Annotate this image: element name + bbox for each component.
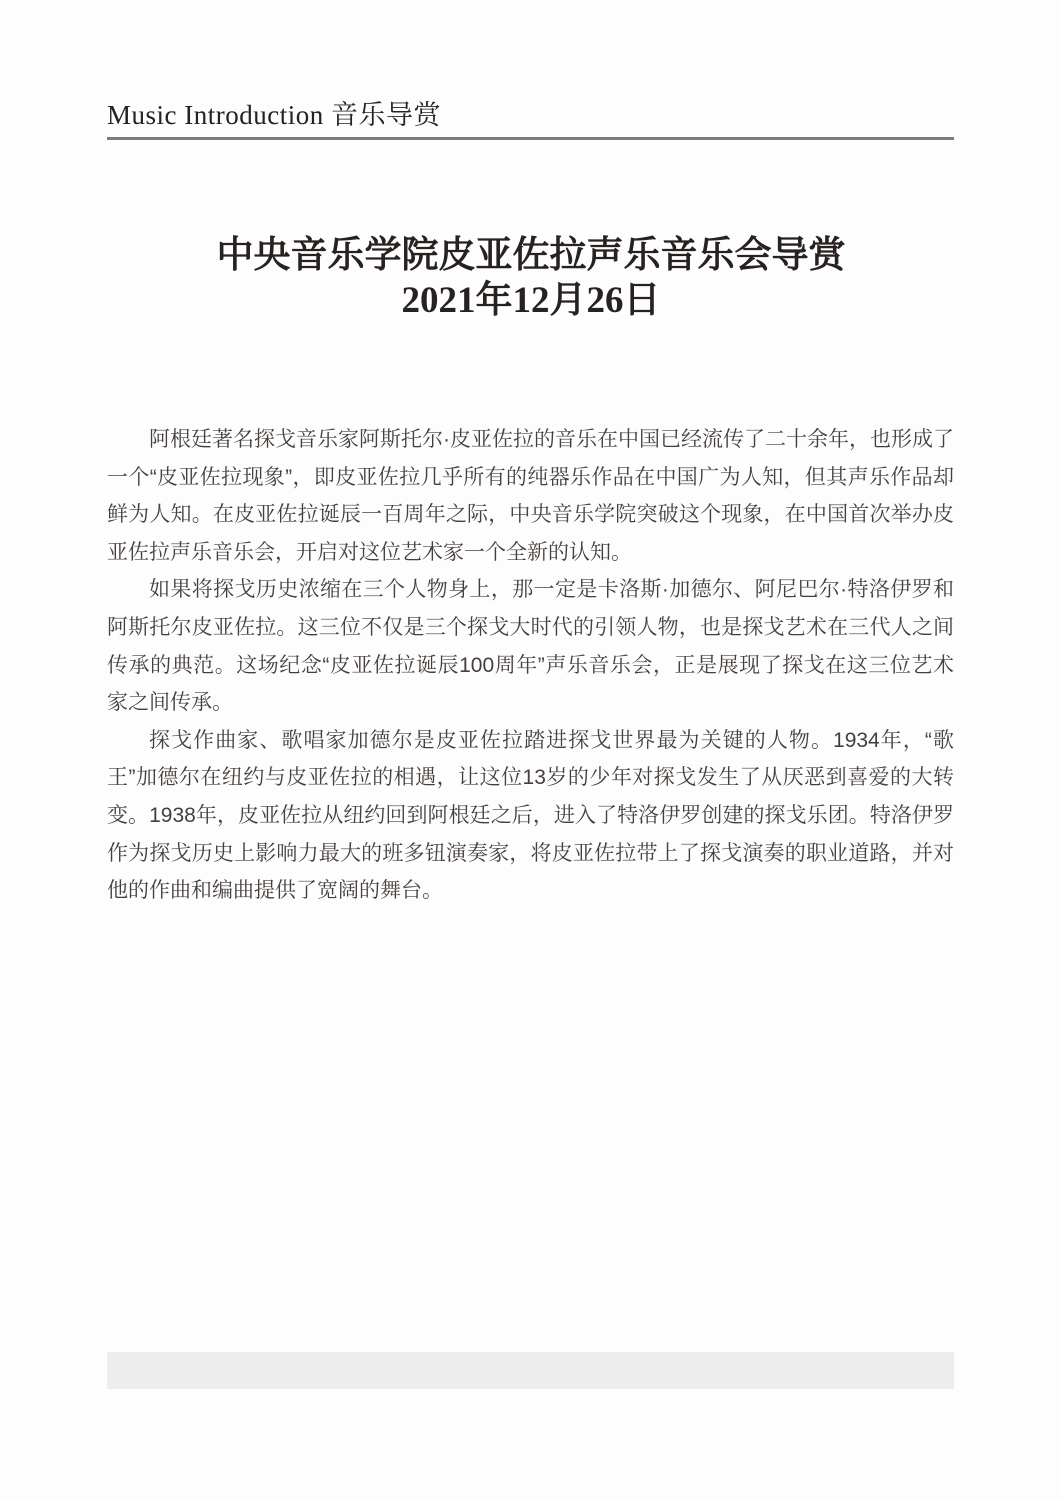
- page-header: [107, 100, 954, 140]
- paragraph-intro: 阿根廷著名探戈音乐家阿斯托尔·皮亚佐拉的音乐在中国已经流传了二十余年，也形成了一个“皮亚佐拉现象”，即皮亚佐拉几乎所有的纯器乐作品在中国广为人知，但其声乐作品却鲜为人知。在皮亚佐拉诞辰一百周年之际，中央音乐学院突破这个现象，在中国首次举办皮亚佐拉声乐音乐会，开启对这位艺术家一个全新的认知。: [107, 428, 954, 564]
- header-label: Music Introduction 音乐导赏: [107, 100, 441, 130]
- footer-gray-bar: [107, 1352, 954, 1389]
- paragraph-gardel-troilo: 探戈作曲家、歌唱家加德尔是皮亚佐拉踏进探戈世界最为关键的人物。1934年，“歌王”加德尔在纽约与皮亚佐拉的相遇，让这位13岁的少年对探戈发生了从厌恶到喜爱的大转变。1938年，皮亚佐拉从纽约回到阿根廷之后，进入了特洛伊罗创建的探戈乐团。特洛伊罗作为探戈历史上影响力最大的班多钮演奏家，将皮亚佐拉带上了探戈演奏的职业道路，并对他的作曲和编曲提供了宽阔的舞台。: [107, 728, 954, 903]
- paragraph-three-figures: 如果将探戈历史浓缩在三个人物身上，那一定是卡洛斯·加德尔、阿尼巴尔·特洛伊罗和阿斯托尔皮亚佐拉。这三位不仅是三个探戈大时代的引领人物，也是探戈艺术在三代人之间传承的典范。这场纪念“皮亚佐拉诞辰100周年”声乐音乐会，正是展现了探戈在这三位艺术家之间传承。: [107, 578, 954, 715]
- article-title: [0, 233, 1062, 323]
- article-title-line2: 2021年12月26日: [401, 280, 661, 321]
- article-body: [107, 421, 954, 910]
- header-rule: [107, 137, 954, 140]
- article-title-line1: 中央音乐学院皮亚佐拉声乐音乐会导赏: [216, 235, 846, 276]
